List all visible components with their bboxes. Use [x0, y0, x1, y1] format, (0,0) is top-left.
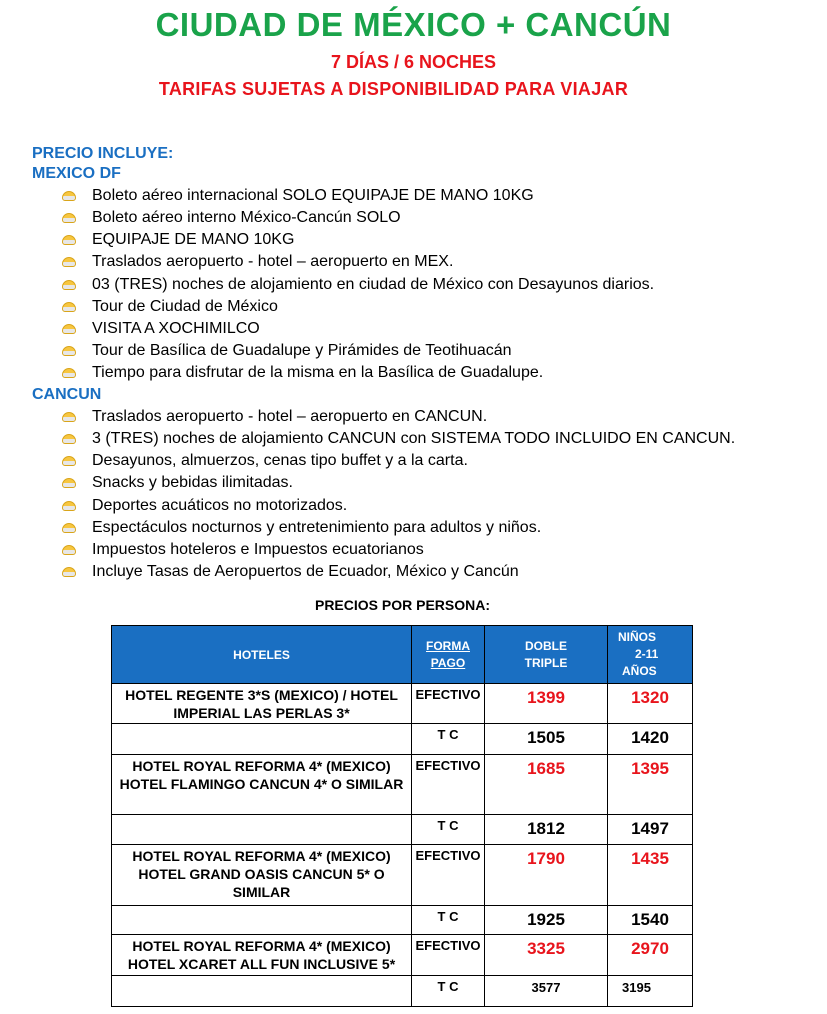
sun-bullet-icon — [62, 523, 76, 533]
hotel-name: HOTEL ROYAL REFORMA 4* (MEXICO) HOTEL GRAND OASIS CANCUN 5* O SIMILAR — [112, 845, 412, 906]
table-row — [112, 724, 693, 755]
table-row — [112, 684, 693, 724]
list-item: Deportes acuáticos no motorizados. — [62, 495, 735, 517]
price-doble: 1812 — [485, 815, 608, 845]
list-item: Boleto aéreo internacional SOLO EQUIPAJE DE MANO 10KG — [62, 185, 654, 207]
payment-method: EFECTIVO — [412, 935, 485, 976]
payment-method: T C — [412, 724, 485, 755]
payment-method: EFECTIVO — [412, 684, 485, 724]
mexico-section-label: MEXICO DF — [32, 165, 121, 182]
empty-cell — [112, 906, 412, 935]
table-row — [112, 976, 693, 1007]
list-item: Tiempo para disfrutar de la misma en la Basílica de Guadalupe. — [62, 362, 654, 384]
sun-bullet-icon — [62, 324, 76, 334]
table-row — [112, 755, 693, 815]
hotel-name: HOTEL ROYAL REFORMA 4* (MEXICO) HOTEL XCARET ALL FUN INCLUSIVE 5* — [112, 935, 412, 976]
payment-method: T C — [412, 906, 485, 935]
empty-cell — [112, 976, 412, 1007]
price-ninos: 1497 — [608, 815, 693, 845]
includes-heading: PRECIO INCLUYE: — [32, 145, 174, 162]
hotel-name: HOTEL ROYAL REFORMA 4* (MEXICO) HOTEL FLAMINGO CANCUN 4* O SIMILAR — [112, 755, 412, 815]
list-item: Traslados aeropuerto - hotel – aeropuerto en MEX. — [62, 251, 654, 273]
col-header-forma-pago: FORMA PAGO — [412, 626, 485, 684]
list-item: Incluye Tasas de Aeropuertos de Ecuador, México y Cancún — [62, 561, 735, 583]
table-header-row — [112, 626, 693, 684]
sun-bullet-icon — [62, 501, 76, 511]
payment-method: T C — [412, 976, 485, 1007]
empty-cell — [112, 815, 412, 845]
cancun-includes-list — [62, 406, 735, 583]
empty-cell — [112, 724, 412, 755]
prices-heading: PRECIOS POR PERSONA: — [314, 597, 491, 613]
col-header-hoteles: HOTELES — [112, 626, 412, 684]
list-item: Espectáculos nocturnos y entretenimiento para adultos y niños. — [62, 517, 735, 539]
cancun-section-label: CANCUN — [32, 386, 102, 403]
availability-notice: TARIFAS SUJETAS A DISPONIBILIDAD PARA VIAJAR — [158, 79, 629, 99]
list-item: Desayunos, almuerzos, cenas tipo buffet y a la carta. — [62, 450, 735, 472]
list-item: 03 (TRES) noches de alojamiento en ciudad de México con Desayunos diarios. — [62, 274, 654, 296]
sun-bullet-icon — [62, 567, 76, 577]
sun-bullet-icon — [62, 213, 76, 223]
list-item: Tour de Basílica de Guadalupe y Pirámides de Teotihuacán — [62, 340, 654, 362]
sun-bullet-icon — [62, 346, 76, 356]
list-item: Tour de Ciudad de México — [62, 296, 654, 318]
sun-bullet-icon — [62, 368, 76, 378]
list-item: Traslados aeropuerto - hotel – aeropuerto en CANCUN. — [62, 406, 735, 428]
payment-method: EFECTIVO — [412, 845, 485, 906]
sun-bullet-icon — [62, 412, 76, 422]
price-ninos: 1435 — [608, 845, 693, 906]
sun-bullet-icon — [62, 478, 76, 488]
price-ninos: 1395 — [608, 755, 693, 815]
col-header-ninos: NIÑOS 2-11 AÑOS — [608, 626, 693, 684]
list-item: Impuestos hoteleros e Impuestos ecuatorianos — [62, 539, 735, 561]
price-ninos: 1540 — [608, 906, 693, 935]
price-doble: 1925 — [485, 906, 608, 935]
table-row — [112, 815, 693, 845]
sun-bullet-icon — [62, 302, 76, 312]
price-doble: 1399 — [485, 684, 608, 724]
sun-bullet-icon — [62, 545, 76, 555]
page-title: CIUDAD DE MÉXICO + CANCÚN — [155, 6, 672, 43]
sun-bullet-icon — [62, 235, 76, 245]
payment-method: EFECTIVO — [412, 755, 485, 815]
payment-method: T C — [412, 815, 485, 845]
sun-bullet-icon — [62, 191, 76, 201]
sun-bullet-icon — [62, 456, 76, 466]
col-header-doble-triple: DOBLE TRIPLE — [485, 626, 608, 684]
price-doble: 1685 — [485, 755, 608, 815]
list-item: Boleto aéreo interno México-Cancún SOLO — [62, 207, 654, 229]
duration-subtitle: 7 DÍAS / 6 NOCHES — [330, 52, 497, 72]
hotel-name: HOTEL REGENTE 3*S (MEXICO) / HOTEL IMPERIAL LAS PERLAS 3* — [112, 684, 412, 724]
price-doble: 3325 — [485, 935, 608, 976]
list-item: Snacks y bebidas ilimitadas. — [62, 472, 735, 494]
price-ninos: 2970 — [608, 935, 693, 976]
table-row — [112, 845, 693, 906]
table-row — [112, 935, 693, 976]
list-item: VISITA A XOCHIMILCO — [62, 318, 654, 340]
sun-bullet-icon — [62, 280, 76, 290]
mexico-includes-list — [62, 185, 654, 384]
table-row — [112, 906, 693, 935]
list-item: EQUIPAJE DE MANO 10KG — [62, 229, 654, 251]
price-ninos: 1420 — [608, 724, 693, 755]
price-table — [111, 625, 693, 1007]
sun-bullet-icon — [62, 434, 76, 444]
price-ninos: 3195 — [608, 976, 693, 1007]
price-doble: 3577 — [485, 976, 608, 1007]
price-ninos: 1320 — [608, 684, 693, 724]
price-doble: 1505 — [485, 724, 608, 755]
list-item: 3 (TRES) noches de alojamiento CANCUN con SISTEMA TODO INCLUIDO EN CANCUN. — [62, 428, 735, 450]
price-doble: 1790 — [485, 845, 608, 906]
sun-bullet-icon — [62, 257, 76, 267]
